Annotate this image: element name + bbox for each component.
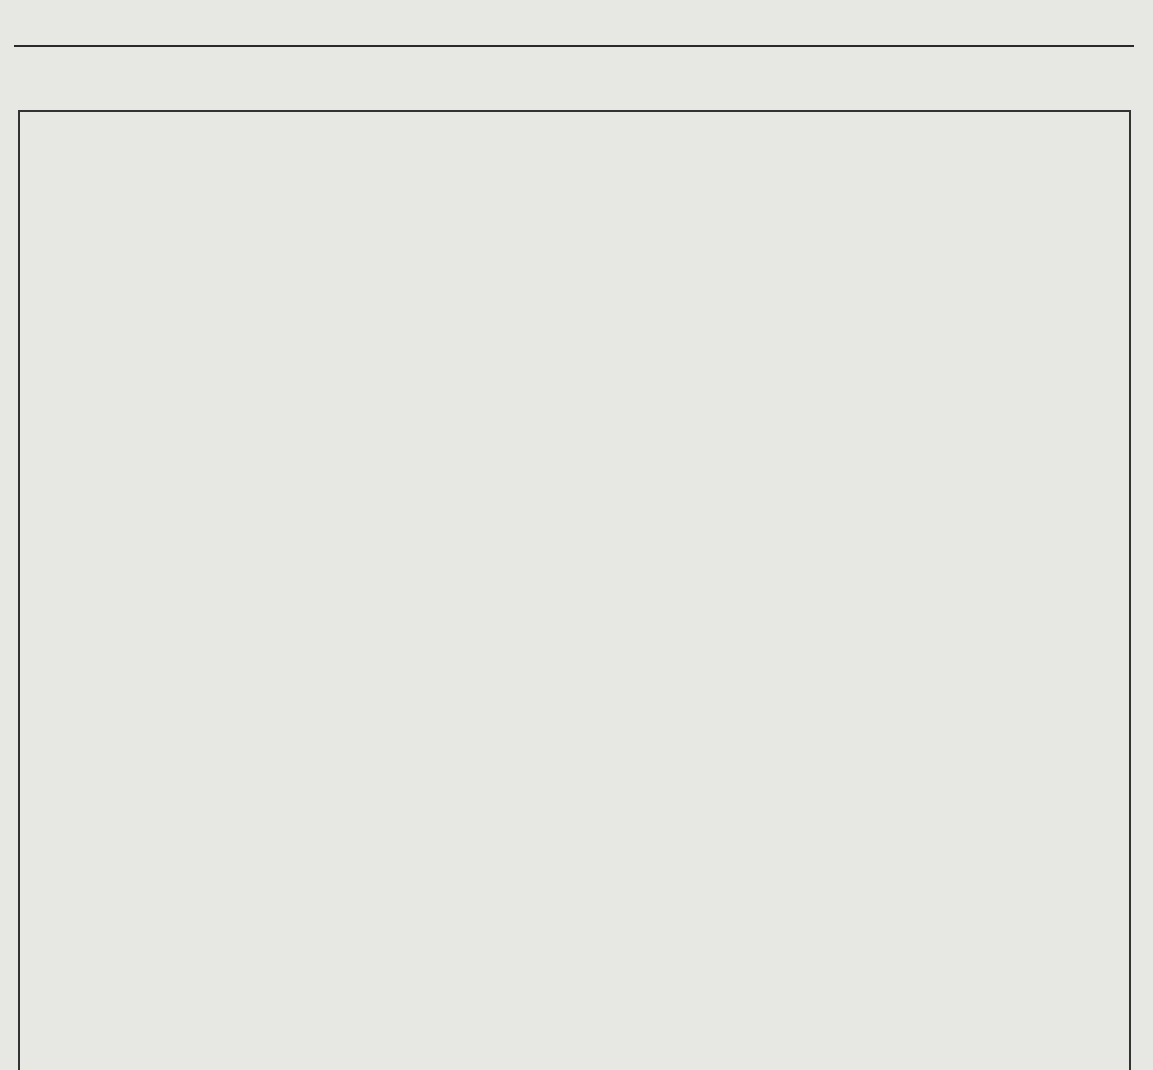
missing-persons-grid xyxy=(18,110,1131,1070)
title-rule xyxy=(14,45,1134,47)
